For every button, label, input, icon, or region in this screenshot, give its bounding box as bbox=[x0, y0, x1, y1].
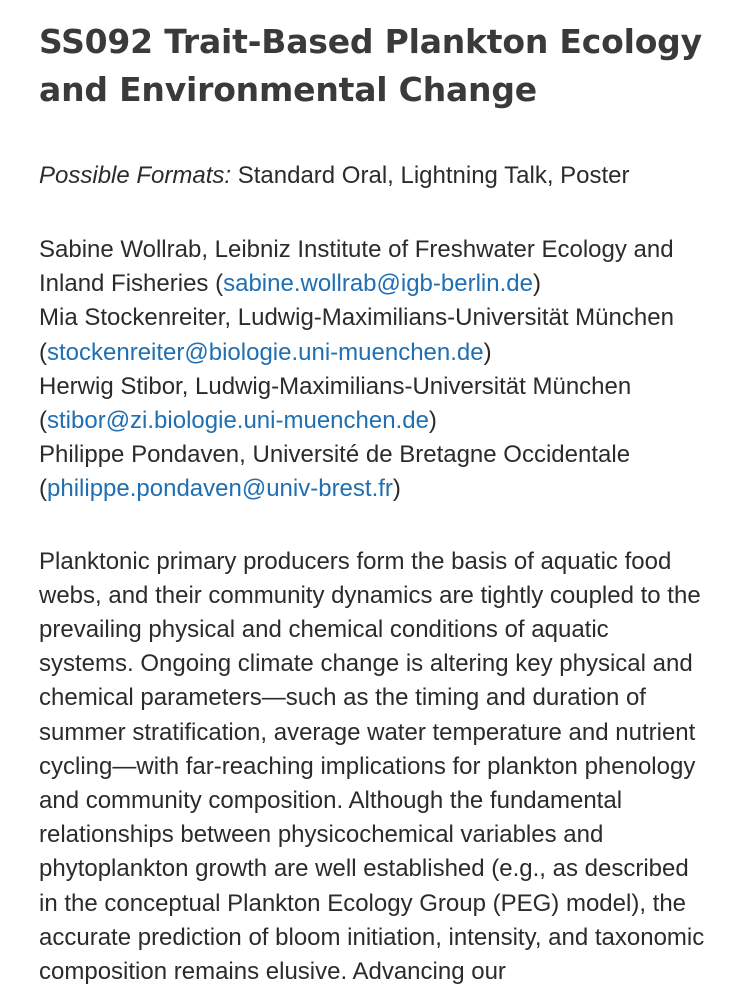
author-list bbox=[39, 233, 706, 507]
author-item: Philippe Pondaven, Université de Bretagne Occidentale (philippe.pondaven@univ-brest.fr) bbox=[39, 441, 631, 503]
author-email-link[interactable]: stockenreiter@biologie.uni-muenchen.de bbox=[47, 338, 484, 366]
author-email-link[interactable]: stibor@zi.biologie.uni-muenchen.de bbox=[47, 407, 429, 435]
author-item: Sabine Wollrab, Leibniz Institute of Freshwater Ecology and Inland Fisheries (sabine.wollrab@igb-berlin.de) bbox=[39, 236, 674, 298]
author-name-affiliation: Mia Stockenreiter, Ludwig-Maximilians-Universität München bbox=[39, 304, 674, 332]
possible-formats bbox=[39, 159, 706, 193]
formats-value: Standard Oral, Lightning Talk, Poster bbox=[237, 162, 630, 189]
author-item: Herwig Stibor, Ludwig-Maximilians-Universität München (stibor@zi.biologie.uni-muenchen.de) bbox=[39, 372, 632, 435]
abstract-text: Planktonic primary producers form the basis of aquatic food webs, and their community dynamics are tightly coupled to the prevailing physical and chemical conditions of aquatic systems. Ongoing climate change is altering key physical and chemical parameters—such as the timing and duration of summer stratification, average water temperature and nutrient cycling—with far-reaching implications for plankton phenology and community composition. Although the fundamental relationships between physicochemical variables and phytoplankton growth are well established (e.g., as described in the conceptual Plankton Ecology Group (PEG) model), the accurate prediction of bloom initiation, intensity, and taxonomic composition remains elusive. Advancing our bbox=[39, 547, 705, 986]
author-name-affiliation: Sabine Wollrab, Leibniz Institute of Freshwater Ecology and Inland Fisheries bbox=[39, 236, 674, 298]
author-item: Mia Stockenreiter, Ludwig-Maximilians-Universität München (stockenreiter@biologie.uni-muenchen.de) bbox=[39, 304, 674, 366]
author-email-link[interactable]: sabine.wollrab@igb-berlin.de bbox=[223, 270, 533, 298]
author-email-link[interactable]: philippe.pondaven@univ-brest.fr bbox=[47, 475, 393, 503]
author-name-affiliation: Philippe Pondaven, Université de Bretagne Occidentale bbox=[39, 441, 631, 469]
formats-label: Possible Formats: bbox=[39, 162, 232, 189]
session-title: SS092 Trait-Based Plankton Ecology and Environmental Change bbox=[39, 22, 702, 109]
author-name-affiliation: Herwig Stibor, Ludwig-Maximilians-Universität München bbox=[39, 372, 632, 400]
